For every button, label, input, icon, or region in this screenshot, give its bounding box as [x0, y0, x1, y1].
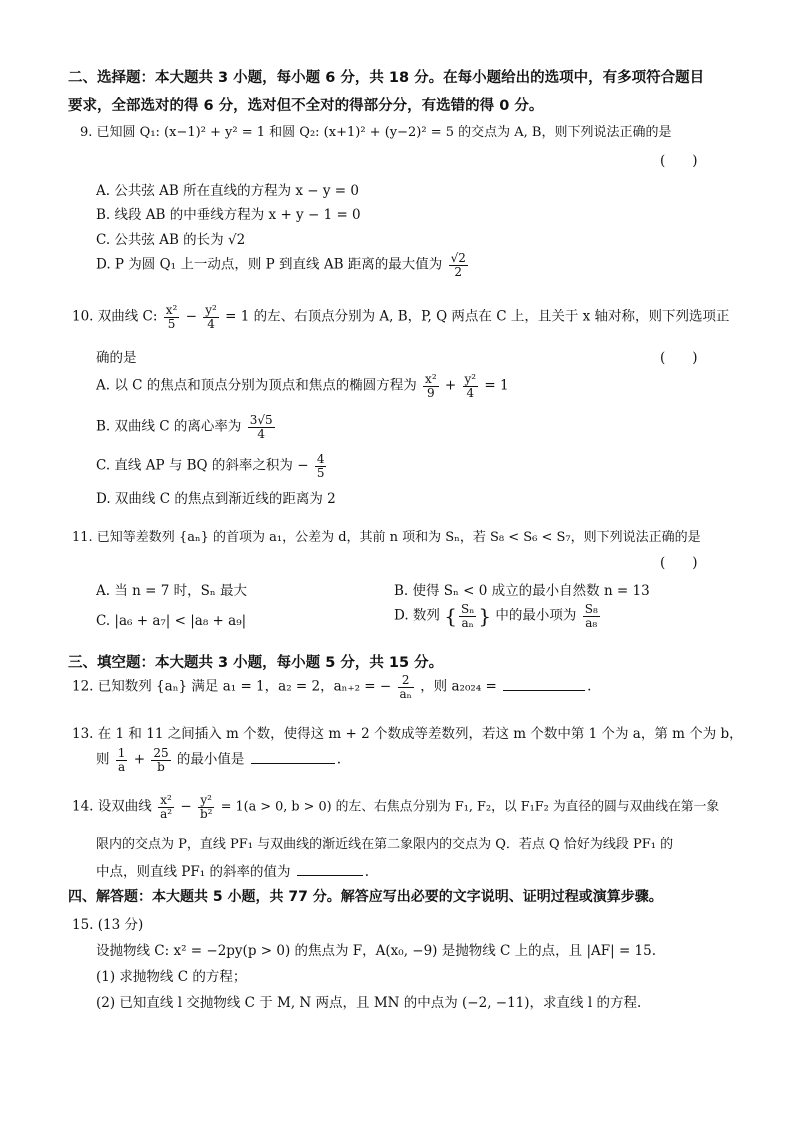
- q14-text: 14. 设双曲线: [72, 798, 152, 815]
- section-2-heading-line1: 二、选择题：本大题共 3 小题，每小题 6 分，共 18 分。在每小题给出的选项中，有多项符合题目: [68, 70, 705, 86]
- q15-part2: (2) 已知直线 l 交抛物线 C 于 M, N 两点，且 MN 的中点为 (−2, −11)，求直线 l 的方程.: [96, 995, 642, 1011]
- q9-option-d: [96, 252, 470, 278]
- frac-num: y²: [198, 794, 215, 808]
- left-brace: {: [444, 604, 457, 629]
- frac-den: 2: [454, 264, 463, 279]
- right-brace: }: [478, 604, 492, 629]
- q11-option-d-mid: 中的最小项为: [495, 607, 577, 624]
- q10-b-fraction: [248, 414, 275, 440]
- q10-option-c-text: C. 直线 AP 与 BQ 的斜率之积为 −: [96, 457, 309, 474]
- frac-den: 5: [316, 465, 325, 480]
- period: .: [587, 678, 592, 695]
- frac-num: 3√5: [249, 413, 273, 427]
- q10-option-a: [96, 373, 509, 399]
- q10-c-fraction: [315, 453, 327, 479]
- q9-stem: 9. 已知圆 Q₁: (x−1)² + y² = 1 和圆 Q₂: (x+1)² + (y−2)² = 5 的交点为 A, B，则下列说法正确的是: [80, 125, 672, 140]
- q13-line2: [96, 747, 341, 773]
- q10-a-frac-x: [423, 373, 439, 399]
- q10-stem-line2: 确的是: [96, 350, 137, 366]
- period: .: [364, 864, 370, 880]
- frac-num: 2: [398, 674, 414, 688]
- section-2-heading-line2: 要求，全部选对的得 6 分，选对但不全对的得部分分，有选错的得 0 分。: [68, 98, 544, 114]
- q14-frac-y: [198, 794, 215, 820]
- q11-option-d-text: D. 数列: [394, 607, 440, 624]
- plus-sign: +: [444, 377, 457, 394]
- q10-frac-x: [164, 304, 180, 330]
- q14-text-end: = 1(a > 0, b > 0) 的左、右焦点分别为 F₁, F₂，以 F₁F₂ 为直径的圆与双曲线在第一象: [220, 799, 720, 815]
- q11-option-d: [394, 603, 602, 629]
- q14-frac-x: [158, 794, 174, 820]
- frac-den: b²: [199, 806, 213, 821]
- q10-answer-paren: ( ): [660, 350, 698, 366]
- q11-stem: 11. 已知等差数列 {aₙ} 的首项为 a₁，公差为 d，其前 n 项和为 Sₙ，若 S₈ < S₆ < S₇，则下列说法正确的是: [72, 530, 701, 545]
- q10-frac-y: [203, 304, 219, 330]
- q14-answer-blank[interactable]: [297, 862, 363, 877]
- section-3-heading: 三、填空题：本大题共 3 小题，每小题 5 分，共 15 分。: [68, 655, 444, 671]
- frac-den: 5: [167, 316, 176, 331]
- q11-option-b: B. 使得 Sₙ < 0 成立的最小自然数 n = 13: [394, 583, 650, 599]
- frac-num: y²: [464, 372, 477, 386]
- minus-sign: −: [180, 798, 192, 815]
- q13-frac-1: [116, 747, 128, 773]
- q10-stem-suffix: = 1 的左、右顶点分别为 A, B，P, Q 两点在 C 上，且关于 x 轴对称，则下列选项正: [225, 308, 730, 325]
- q12-fraction: [398, 674, 414, 700]
- frac-den: 4: [466, 385, 475, 400]
- q11-d-value-fraction: [583, 603, 600, 629]
- frac-num: √2: [450, 251, 466, 265]
- period: .: [336, 751, 342, 768]
- frac-den: a²: [160, 806, 173, 821]
- q10-option-b-text: B. 双曲线 C 的离心率为: [96, 418, 242, 435]
- frac-num: S₈: [584, 602, 598, 616]
- q14-line1: [72, 794, 719, 820]
- q10-option-c: [96, 453, 328, 479]
- frac-num: 4: [316, 452, 325, 466]
- q15-part1: (1) 求抛物线 C 的方程；: [96, 969, 247, 985]
- section-4-heading: 四、解答题：本大题共 5 小题，共 77 分。解答应写出必要的文字说明、证明过程或演算步骤。: [68, 889, 663, 905]
- q13-frac-2: [151, 747, 170, 773]
- frac-den: a₈: [585, 615, 598, 630]
- frac-num: x²: [165, 303, 178, 317]
- q14-line3: [96, 860, 369, 880]
- frac-den: b: [157, 759, 165, 774]
- q12: [72, 674, 591, 700]
- q12-text: 12. 已知数列 {aₙ} 满足 a₁ = 1，a₂ = 2，aₙ₊₂ = −: [72, 678, 392, 695]
- frac-den: 9: [427, 385, 435, 400]
- q9-answer-paren: ( ): [660, 153, 698, 169]
- q11-option-a: A. 当 n = 7 时，Sₙ 最大: [96, 583, 247, 599]
- q9-option-c: C. 公共弦 AB 的长为 √2: [96, 232, 246, 248]
- q13-line1: 13. 在 1 和 11 之间插入 m 个数，使得这 m + 2 个数成等差数列，若这 m 个数中第 1 个为 a，第 m 个为 b，: [72, 726, 743, 742]
- frac-num: x²: [425, 372, 437, 386]
- q15-heading: 15. (13 分): [72, 917, 144, 933]
- plus-sign: +: [133, 751, 146, 768]
- frac-num: x²: [158, 794, 174, 808]
- q13-text: 则: [96, 751, 110, 768]
- frac-num: y²: [205, 303, 217, 317]
- q10-option-a-text: A. 以 C 的焦点和顶点分别为顶点和焦点的椭圆方程为: [96, 377, 417, 394]
- q10-stem-prefix: 10. 双曲线 C:: [72, 308, 158, 325]
- frac-den: a: [118, 759, 126, 774]
- q10-option-b: [96, 414, 277, 440]
- q9-option-b: B. 线段 AB 的中垂线方程为 x + y − 1 = 0: [96, 207, 361, 223]
- q12-text-end: ，则 a₂₀₂₄ =: [420, 678, 497, 695]
- minus-sign: −: [185, 308, 197, 325]
- q10-option-a-suffix: = 1: [484, 377, 509, 394]
- q9-option-d-fraction: [449, 252, 468, 278]
- q14-line2: 限内的交点为 P，直线 PF₁ 与双曲线的渐近线在第二象限内的交点为 Q．若点 Q 恰好为线段 PF₁ 的: [96, 837, 674, 852]
- frac-den: 4: [207, 316, 215, 331]
- q10-a-frac-y: [463, 373, 479, 399]
- q11-option-c: C. |a₆ + a₇| < |a₈ + a₉|: [96, 613, 247, 629]
- q13-text-end: 的最小值是: [176, 751, 245, 768]
- frac-den: 4: [257, 426, 265, 441]
- frac-num: 25: [153, 746, 169, 760]
- frac-num: 1: [117, 746, 126, 760]
- q10-option-d: D. 双曲线 C 的焦点到渐近线的距离为 2: [96, 491, 336, 507]
- q14-text-3: 中点，则直线 PF₁ 的斜率的值为: [96, 864, 291, 880]
- q10-stem-line1: [72, 304, 730, 330]
- q9-option-a: A. 公共弦 AB 所在直线的方程为 x − y = 0: [96, 183, 359, 199]
- frac-den: aₙ: [461, 615, 474, 630]
- q12-answer-blank[interactable]: [503, 676, 585, 691]
- q13-answer-blank[interactable]: [251, 749, 335, 764]
- q9-option-d-text: D. P 为圆 Q₁ 上一动点，则 P 到直线 AB 距离的最大值为: [96, 256, 443, 273]
- q11-answer-paren: ( ): [660, 555, 698, 571]
- q15-line1: 设抛物线 C: x² = −2py(p > 0) 的焦点为 F，A(x₀, −9) 是抛物线 C 上的点，且 |AF| = 15.: [96, 943, 657, 959]
- q11-d-seq-fraction: [459, 603, 476, 629]
- frac-num: Sₙ: [460, 602, 475, 616]
- frac-den: aₙ: [399, 686, 412, 701]
